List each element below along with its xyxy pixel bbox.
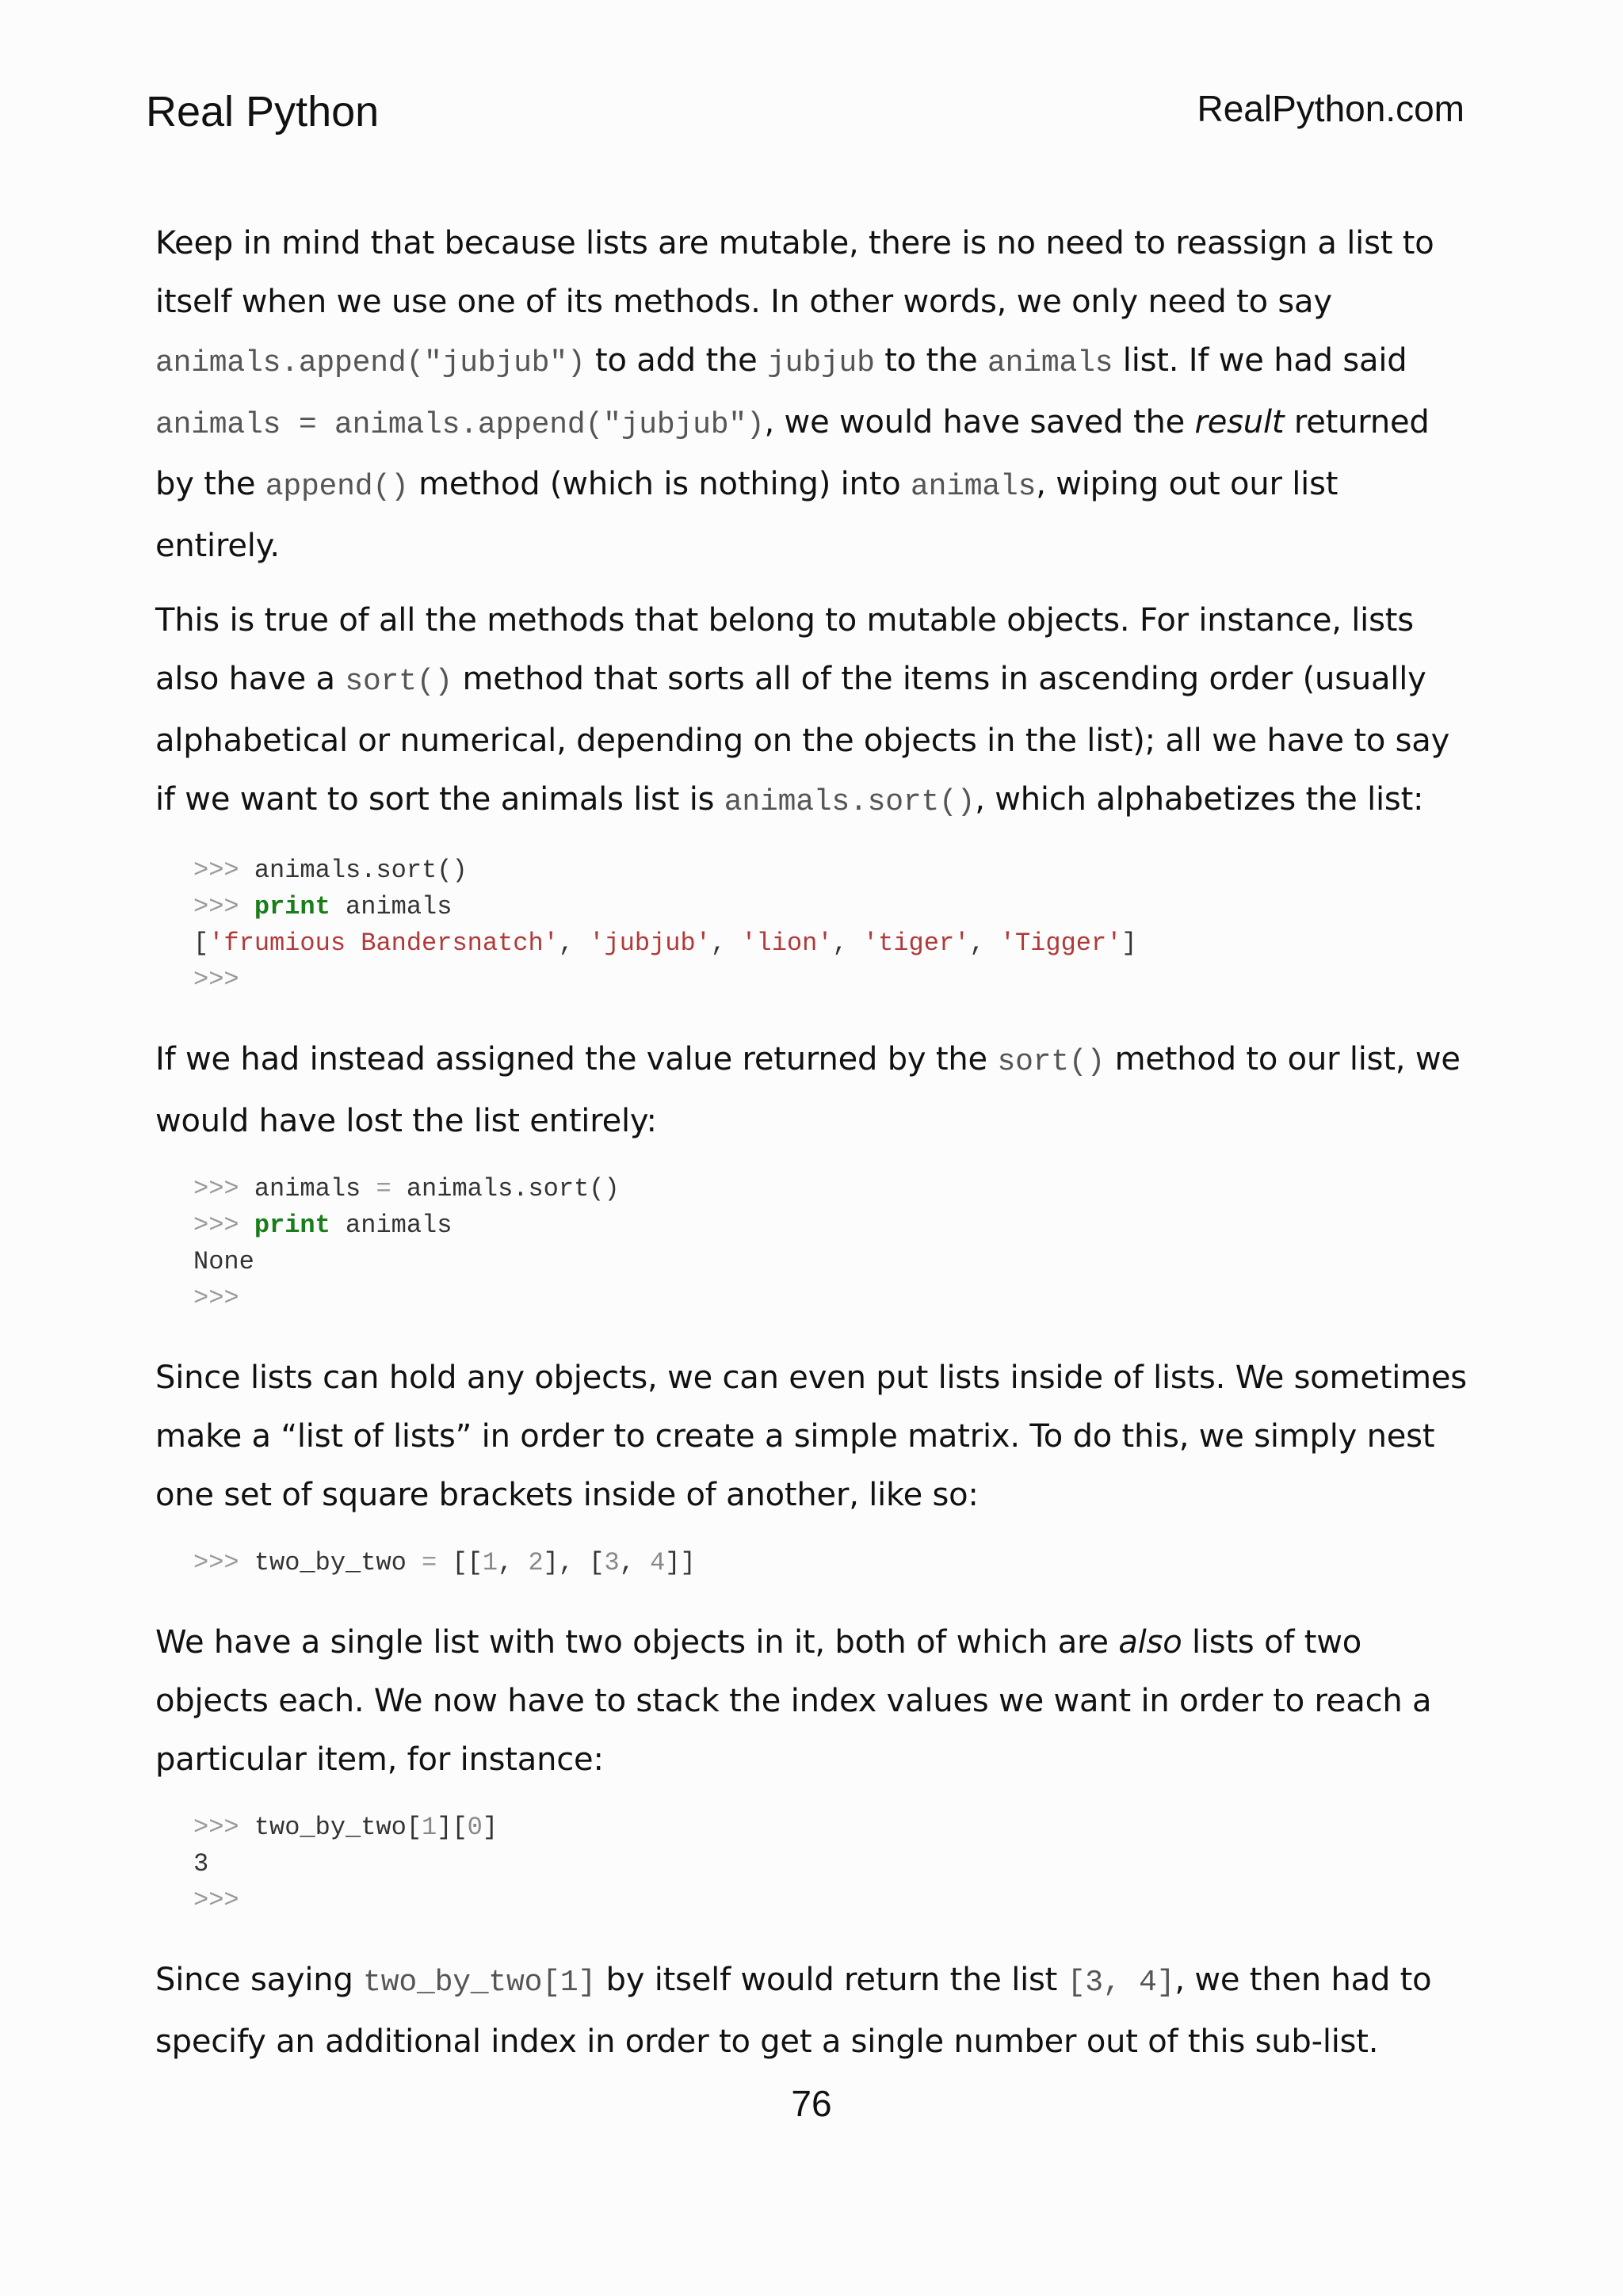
paragraph-sort-assignment [155,1030,1471,1150]
inline-code: two_by_two[1] [363,1966,597,2000]
prompt: >>> [193,1548,239,1577]
inline-code: [3, 4] [1067,1966,1175,2000]
text: , wiping out our list entirely. [155,466,1338,564]
string-literal: 'Tigger' [999,929,1122,958]
text: This is true of all the methods that belong to mutable objects. For instance, lists also have a [155,602,1414,697]
keyword: print [254,892,330,921]
text: lists of two objects each. We now have to stack the index values we want in order to reach a particular item, for instance: [155,1624,1432,1778]
text: method (which is nothing) into [408,466,911,502]
code-text: two_by_two [254,1813,407,1842]
header-title: Real Python [146,88,380,135]
code-output: None [193,1247,254,1276]
code-text: animals [346,1211,453,1240]
code-output: 3 [193,1849,209,1878]
inline-code: sort() [997,1045,1106,1079]
text: We have a single list with two objects in it, both of which are [155,1624,1119,1661]
text: by itself would return the list [596,1962,1067,1998]
text: , we would have saved the [764,404,1195,441]
prompt: >>> [193,1886,239,1915]
code-text: animals [346,892,453,921]
inline-code: animals [910,470,1037,504]
code-block-none: >>> animals = animals.sort() >>> print animals None >>> [193,1174,620,1313]
code-text: animals.sort() [254,856,468,885]
text: Since lists can hold any objects, we can even put lists inside of lists. We sometimes make a “list of lists” in order to create a simple matrix. To do this, we simply nest one set of square brackets inside of another, like so: [155,1360,1467,1513]
inline-code: animals [987,346,1113,380]
prompt: >>> [193,892,239,921]
code-block-index: >>> two_by_two[1][0] 3 >>> [193,1813,498,1915]
text: method that sorts all of the items in ascending order (usually alphabetical or numerical, depending on the objects in the list); all we have to say if we want to sort the animals list is [155,661,1450,818]
text: list. If we had said [1113,342,1407,379]
string-literal: 'jubjub' [589,929,711,958]
string-literal: 'tiger' [862,929,970,958]
string-literal: 'lion' [741,929,833,958]
inline-code: animals.sort() [724,785,976,819]
text: returned by the [155,404,1430,502]
paragraph-sort-method [155,591,1471,832]
text: If we had instead assigned the value returned by the [155,1041,998,1077]
inline-code: sort() [345,665,453,699]
inline-code: jubjub [767,346,875,380]
text: method to our list, we would have lost the list entirely: [155,1041,1461,1139]
prompt: >>> [193,1211,239,1240]
prompt: >>> [193,965,239,994]
page-content [155,214,1471,2087]
code-text: animals [254,1174,361,1203]
text: to add the [585,342,768,379]
text: Since saying [155,1962,364,1998]
string-literal: 'frumious Bandersnatch' [208,929,559,958]
prompt: >>> [193,1174,239,1203]
paragraph-list-of-lists [155,1348,1471,1524]
prompt: >>> [193,1283,239,1313]
code-block-two-by-two: >>> two_by_two = [[1, 2], [3, 4]] [193,1548,696,1577]
code-block-sort: >>> animals.sort() >>> print animals ['frumious Bandersnatch', 'jubjub', 'lion', 'tiger', 'Tigger'] >>> [193,856,1137,994]
emphasis: also [1118,1624,1182,1661]
paragraph-mutable-lists [155,214,1471,575]
paragraph-sub-list [155,1951,1471,2071]
keyword: print [254,1211,330,1240]
text: Keep in mind that because lists are mutable, there is no need to reassign a list to itself when we use one of its methods. In other words, we only need to say [155,225,1434,320]
prompt: >>> [193,1813,239,1842]
inline-code: animals.append("jubjub") [155,346,586,380]
inline-code: append() [265,470,409,504]
code-text: animals.sort() [406,1174,620,1203]
text: , we then had to specify an additional index in order to get a single number out of this sub-list. [155,1962,1432,2060]
emphasis: result [1194,404,1285,441]
paragraph-nested-index [155,1613,1471,1789]
prompt: >>> [193,856,239,885]
header-site: RealPython.com [1197,88,1465,129]
inline-code: animals = animals.append("jubjub") [155,408,765,442]
text: , which alphabetizes the list: [975,781,1424,818]
code-text: two_by_two [254,1548,407,1577]
text: to the [874,342,988,379]
page-number: 76 [791,2083,832,2124]
